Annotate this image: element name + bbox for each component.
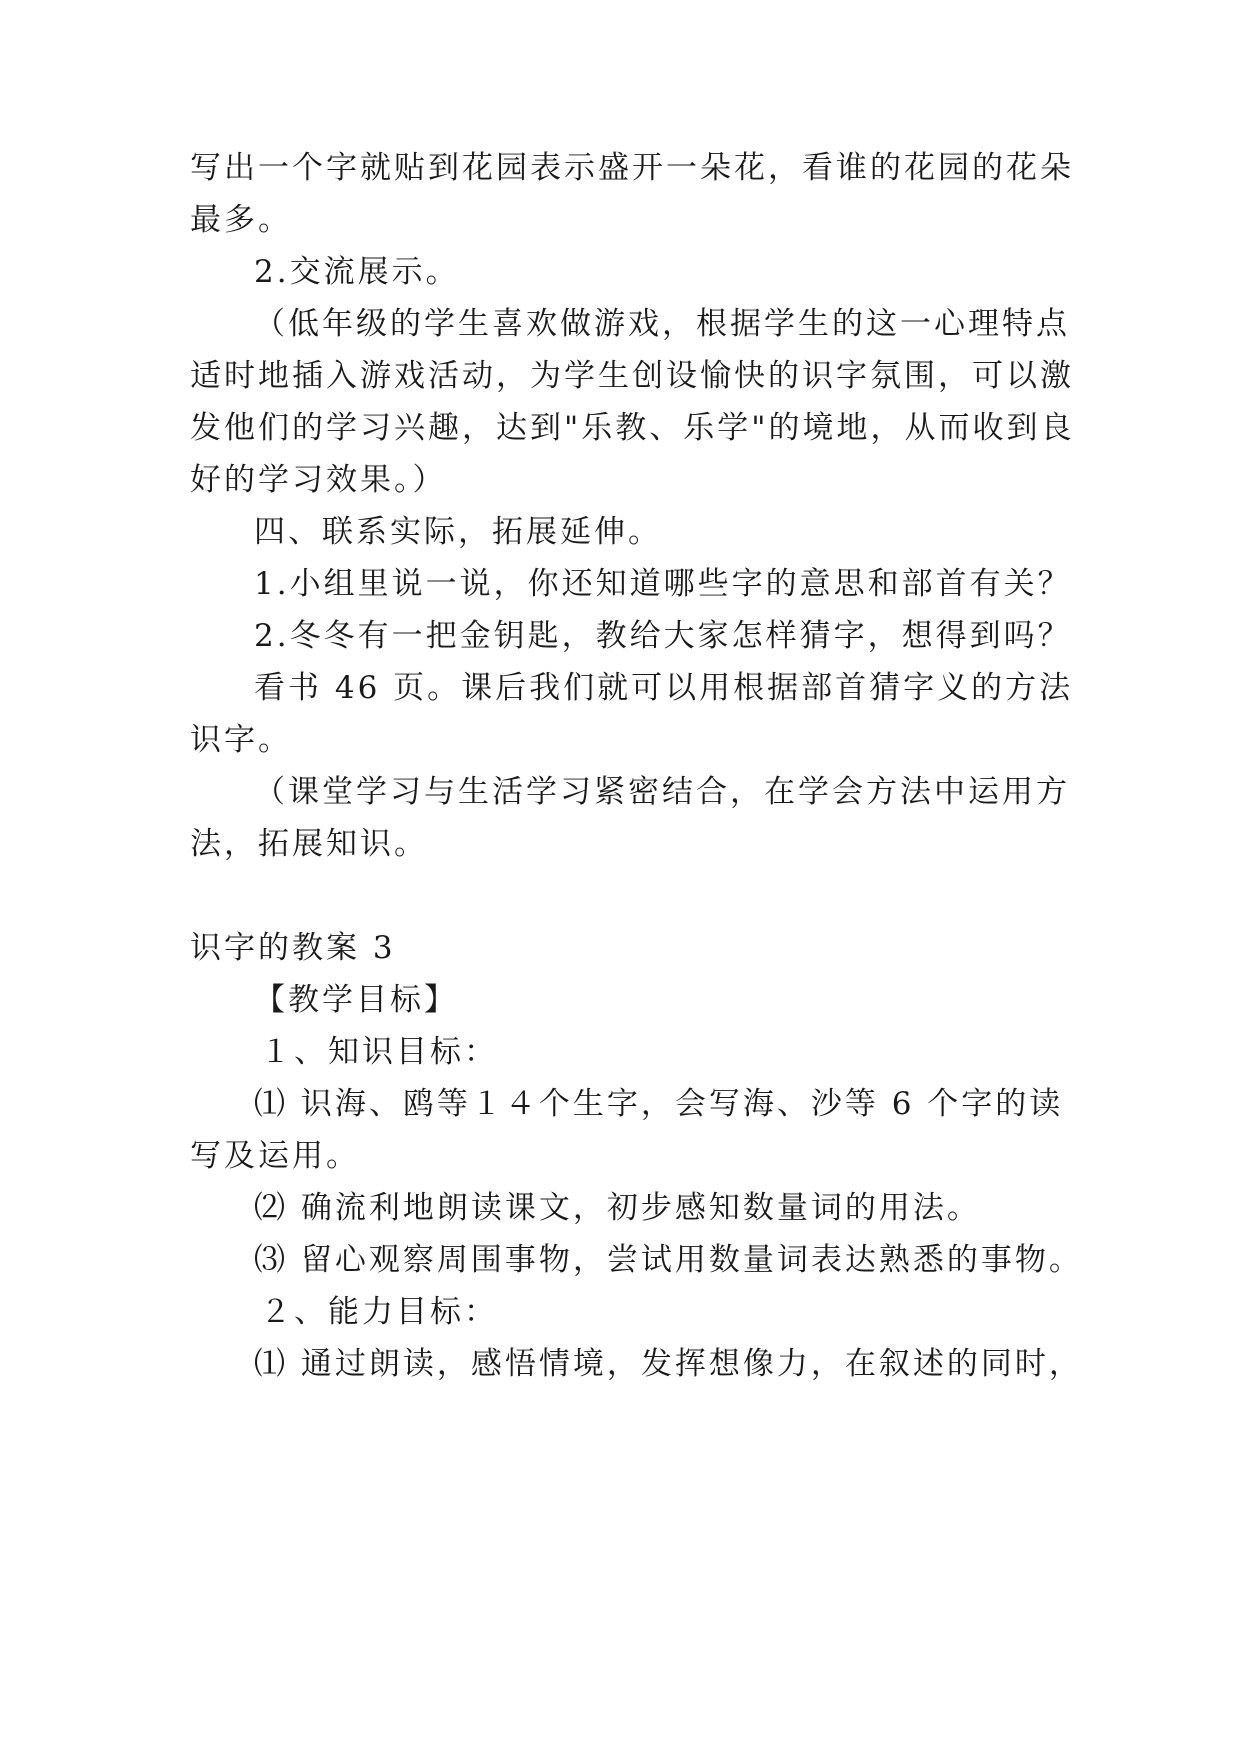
list-item: ⑵ 确流利地朗读课文，初步感知数量词的用法。 [254,1190,981,1226]
text-line: 写及运用。 [190,1138,360,1174]
text-line: 法，拓展知识。 [190,826,428,862]
section-heading: 【教学目标】 [254,982,458,1018]
text-line: 适时地插入游戏活动，为学生创设愉快的识字氛围，可以激 [190,358,1074,394]
subsection-heading: ２、能力目标： [260,1294,498,1330]
subsection-heading: １、知识目标： [260,1034,498,1070]
section-heading: 四、联系实际，拓展延伸。 [254,514,662,550]
text-line: 识字。 [190,722,292,758]
list-item: ⑴ 识海、鸥等１４个生字，会写海、沙等 6 个字的读 [254,1086,1064,1122]
text-line: 2.交流展示。 [254,254,460,290]
text-line: 看书 46 页。课后我们就可以用根据部首猜字义的方法 [254,670,1074,706]
text-line: 最多。 [190,202,292,238]
text-line: 好的学习效果。） [190,462,447,498]
document-title: 识字的教案 3 [190,930,396,966]
text-line: （课堂学习与生活学习紧密结合，在学会方法中运用方 [254,774,1070,810]
text-line: （低年级的学生喜欢做游戏，根据学生的这一心理特点 [254,306,1070,342]
text-line: 发他们的学习兴趣，达到"乐教、乐学"的境地，从而收到良 [190,410,1075,446]
text-line: 写出一个字就贴到花园表示盛开一朵花，看谁的花园的花朵 [190,150,1074,186]
list-item: ⑴ 通过朗读，感悟情境，发挥想像力，在叙述的同时， [254,1346,1083,1382]
list-item: ⑶ 留心观察周围事物，尝试用数量词表达熟悉的事物。 [254,1242,1083,1278]
text-line: 1.小组里说一说，你还知道哪些字的意思和部首有关？ [254,566,1072,602]
text-line: 2.冬冬有一把金钥匙，教给大家怎样猜字，想得到吗？ [254,618,1072,654]
